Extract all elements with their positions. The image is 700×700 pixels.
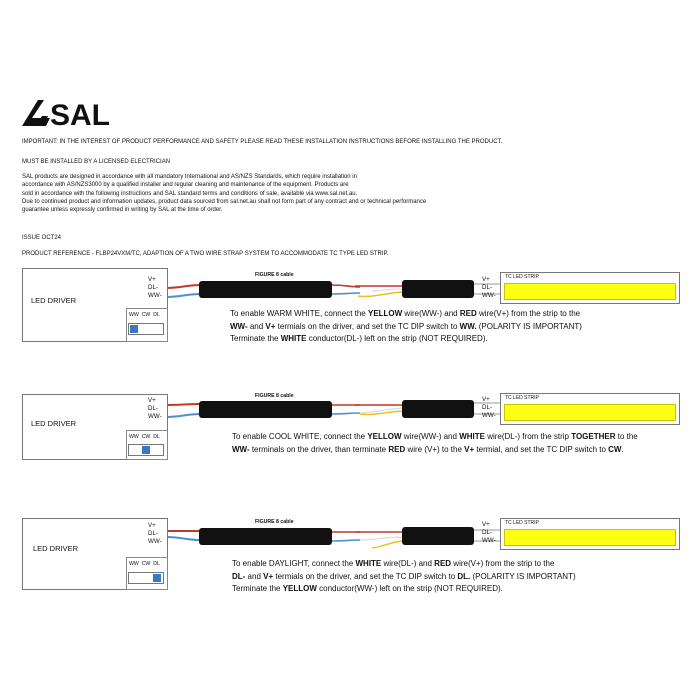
terms-line: guarantee unless expressly confirmed in writing by SAL at the time of order. bbox=[22, 207, 223, 214]
dip-label: WW CW DL bbox=[129, 561, 160, 567]
terminal-vplus: V+ bbox=[148, 522, 156, 529]
terminal-ww: WW- bbox=[482, 292, 496, 300]
product-reference: PRODUCT REFERENCE - FLBP24VXM/TC, ADAPTION OF A TWO WIRE STRAP SYSTEM TO ACCOMMODATE TC TYPE LED STRIP. bbox=[22, 251, 389, 257]
licensed-notice: MUST BE INSTALLED BY A LICENSED ELECTRICIAN bbox=[22, 159, 171, 165]
terminal-vplus: V+ bbox=[482, 396, 490, 403]
dip-switch-knob bbox=[142, 446, 150, 454]
cable-label: FIGURE 8 cable bbox=[255, 272, 294, 278]
led-strip-yellow bbox=[504, 283, 676, 300]
terminal-ww: WW- bbox=[148, 413, 162, 421]
driver-terminals bbox=[148, 276, 162, 301]
dip-label: WW CW DL bbox=[129, 434, 160, 440]
terminal-dl: DL- bbox=[482, 529, 492, 537]
cable-label: FIGURE 8 cable bbox=[255, 519, 294, 525]
strip-label: TC LED STRIP bbox=[505, 520, 539, 526]
figure8-cable bbox=[199, 528, 332, 545]
dip-switch[interactable] bbox=[128, 323, 164, 335]
terminal-ww: WW- bbox=[482, 537, 496, 545]
dip-switch-knob bbox=[130, 325, 138, 333]
tc-led-strip bbox=[500, 272, 680, 304]
figure8-cable bbox=[199, 401, 332, 418]
dip-switch[interactable] bbox=[128, 572, 164, 584]
cable-label: FIGURE 8 cable bbox=[255, 393, 294, 399]
driver-terminals bbox=[148, 522, 162, 547]
terminal-dl: DL- bbox=[148, 284, 158, 292]
led-strip-yellow bbox=[504, 529, 676, 546]
terminal-vplus: V+ bbox=[148, 397, 156, 404]
terminal-ww: WW- bbox=[148, 292, 162, 300]
terminal-dl: DL- bbox=[148, 530, 158, 538]
wiring-2 bbox=[166, 400, 500, 418]
terms-line: SAL products are designed in accordance with all mandatory International and AS/NZS Standards, which require installation in bbox=[22, 174, 357, 180]
strip-terminals bbox=[482, 396, 496, 421]
wiring-3 bbox=[166, 527, 500, 548]
terminal-dl: DL- bbox=[482, 284, 492, 292]
instructions-cool-white: To enable COOL WHITE, connect the YELLOW wire(WW-) and WHITE wire(DL-) from the strip TOGETHER to the WW- terminals on the driver, than terminate RED wire (V+) to the V+ termial, and set the TC DIP switch to CW. bbox=[232, 432, 638, 454]
important-notice: IMPORTANT: IN THE INTEREST OF PRODUCT PERFORMANCE AND SAFETY PLEASE READ THESE INSTALLATION INSTRUCTIONS BEFORE INSTALLING THE PRODUCT. bbox=[22, 139, 503, 145]
wiring-1 bbox=[166, 280, 500, 298]
logo-text: SAL bbox=[50, 99, 110, 130]
terminal-ww: WW- bbox=[482, 412, 496, 420]
strip-label: TC LED STRIP bbox=[505, 274, 539, 280]
instructions-warm-white: To enable WARM WHITE, connect the YELLOW wire(WW-) and RED wire(V+) from the strip to the WW- and V+ termials on the driver, and set the TC DIP switch to WW. (POLARITY IS IMPORTANT) Terminate the WHITE conductor(DL-) left on the strip (NOT REQUIRED). bbox=[230, 309, 582, 344]
terms-line: Due to continued product and information updates, product data sourced from sal.net.au shall not form part of any contract and or technical performance bbox=[22, 198, 427, 205]
dip-label: WW CW DL bbox=[129, 312, 160, 318]
terms-line: sold in accordance with the following instructions and SAL standard terms and conditions of sale, available via www.sal.net.au. bbox=[22, 190, 358, 197]
driver-terminals bbox=[148, 397, 162, 422]
instructions-daylight: To enable DAYLIGHT, connect the WHITE wire(DL-) and RED wire(V+) from the strip to the DL- and V+ termials on the driver, and set the TC DIP switch to DL. (POLARITY IS IMPORTANT) Terminate the YELLOW conductor(WW-) left on the strip (NOT REQUIRED). bbox=[232, 559, 576, 594]
driver-label: LED DRIVER bbox=[33, 544, 79, 553]
terminal-dl: DL- bbox=[482, 404, 492, 412]
strip-terminals bbox=[482, 521, 496, 546]
tc-led-strip bbox=[500, 518, 680, 550]
terminal-dl: DL- bbox=[148, 405, 158, 413]
terminal-ww: WW- bbox=[148, 538, 162, 546]
terminal-vplus: V+ bbox=[482, 276, 490, 283]
strip-label: TC LED STRIP bbox=[505, 395, 539, 401]
strip-terminals bbox=[482, 276, 496, 301]
terminal-vplus: V+ bbox=[148, 276, 156, 283]
dip-switch[interactable] bbox=[128, 444, 164, 456]
figure8-cable bbox=[199, 281, 332, 298]
driver-label: LED DRIVER bbox=[31, 419, 77, 428]
led-strip-yellow bbox=[504, 404, 676, 421]
tc-led-strip bbox=[500, 393, 680, 425]
dip-switch-knob bbox=[153, 574, 161, 582]
terminal-vplus: V+ bbox=[482, 521, 490, 528]
driver-label: LED DRIVER bbox=[31, 296, 77, 305]
terms-line: accordance with AS/NZS3000 by a qualified installer and regular cleaning and maintenance of the equipment. Products are bbox=[22, 182, 349, 189]
issue-label: ISSUE OCT24 bbox=[22, 235, 62, 241]
